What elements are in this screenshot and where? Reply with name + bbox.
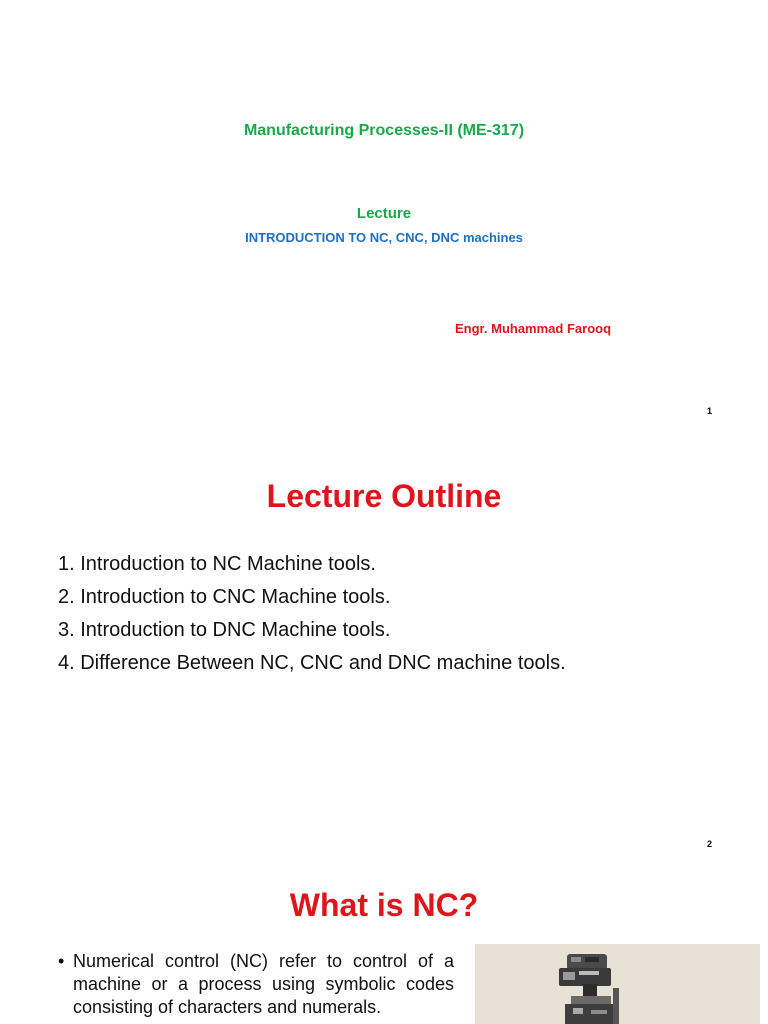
outline-item: 3. Introduction to DNC Machine tools. xyxy=(58,619,391,641)
author-name: Engr. Muhammad Farooq xyxy=(455,321,612,336)
course-title: Manufacturing Processes-II (ME-317) xyxy=(243,122,525,139)
machine-tool-photo xyxy=(475,944,760,1024)
outline-item: 1. Introduction to NC Machine tools. xyxy=(58,553,376,575)
lecture-label: Lecture xyxy=(356,205,412,222)
outline-item: 4. Difference Between NC, CNC and DNC machine tools. xyxy=(58,652,566,674)
definition-line: consisting of characters and numerals. xyxy=(73,997,382,1017)
outline-title: Lecture Outline xyxy=(266,478,502,514)
outline-list xyxy=(58,548,566,680)
page-number-1: 1 xyxy=(706,406,712,416)
page-number-2: 2 xyxy=(706,839,712,849)
definition-line: Numerical control (NC) refer to control of a xyxy=(73,951,454,971)
bullet-icon: • xyxy=(58,951,65,971)
nc-title: What is NC? xyxy=(289,887,479,923)
nc-definition xyxy=(58,950,454,1019)
outline-item: 2. Introduction to CNC Machine tools. xyxy=(58,586,391,608)
definition-line: machine or a process using symbolic codes xyxy=(73,974,454,994)
lecture-subtitle: INTRODUCTION TO NC, CNC, DNC machines xyxy=(245,230,523,245)
